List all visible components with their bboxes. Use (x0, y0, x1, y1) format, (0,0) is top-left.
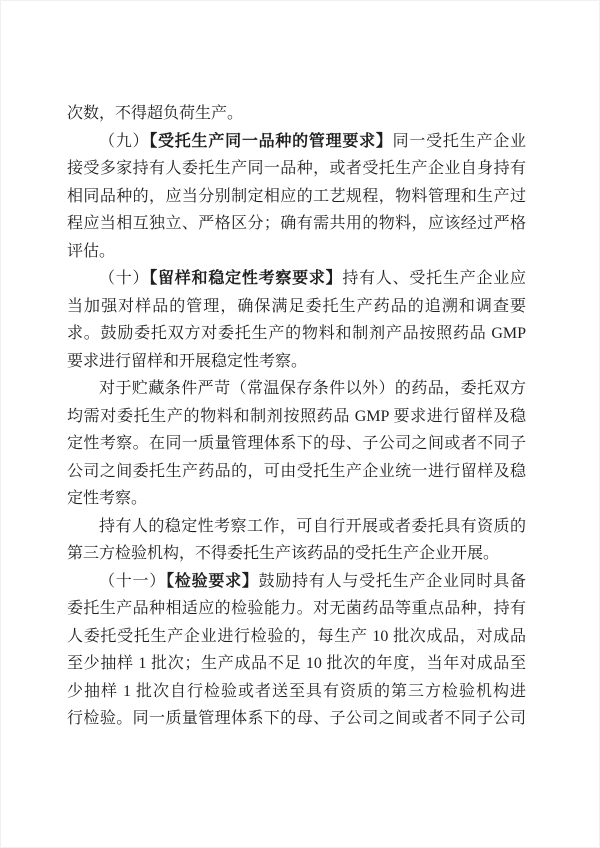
text-line (67, 348, 526, 376)
text-run: 委托生产品种相适应的检验能力。对无菌药品等重点品种，持有 (67, 600, 526, 617)
text-line (67, 403, 526, 431)
text-run: 均需对委托生产的物料和制剂按照药品 GMP 要求进行留样及稳 (67, 407, 526, 425)
text-line (67, 678, 526, 706)
text-line (67, 705, 526, 733)
clause-title: 【留样和稳定性考察要求】 (149, 270, 343, 287)
text-run: 同一受托生产企业 (392, 132, 526, 150)
text-line (67, 540, 526, 568)
text-run: 人委托受托生产企业进行检验的，每生产 10 批次成品，对成品 (67, 627, 526, 645)
text-line (67, 430, 526, 458)
text-run: 定性考察。在同一质量管理体系下的母、子公司之间或者不同子 (67, 435, 526, 452)
text-line (67, 238, 526, 266)
text-line (67, 183, 526, 211)
text-run: 评估。 (67, 242, 116, 260)
text-line (67, 293, 526, 321)
text-run: 程应当相互独立、严格区分；确有需共用的物料，应该经过严格 (67, 215, 526, 232)
text-run: 对于贮藏条件严苛（常温保存条件以外）的药品，委托双方 (99, 380, 526, 397)
text-run: 接受多家持有人委托生产同一品种，或者受托生产企业自身持有 (67, 160, 526, 177)
text-run: （十一） (99, 572, 167, 590)
text-run: 第三方检验机构，不得委托生产该药品的受托生产企业开展。 (67, 545, 500, 562)
text-line (67, 265, 526, 293)
clause-title: 【检验要求】 (166, 572, 259, 590)
text-run: 次数，不得超负荷生产。 (67, 105, 244, 122)
text-run: 持有人、受托生产企业应 (342, 270, 526, 287)
text-line (67, 100, 526, 128)
text-run: 行检验。同一质量管理体系下的母、子公司之间或者不同子公司 (67, 710, 526, 727)
text-line (67, 375, 526, 403)
text-run: 相同品种的，应当分别制定相应的工艺规程，物料管理和生产过 (67, 187, 526, 205)
text-line (67, 128, 526, 156)
text-line (67, 513, 526, 541)
text-line (67, 568, 526, 596)
text-line (67, 485, 526, 513)
text-run: 持有人的稳定性考察工作，可自行开展或者委托具有资质的 (99, 517, 526, 535)
text-line (67, 155, 526, 183)
text-run: 当加强对样品的管理，确保满足委托生产药品的追溯和调查要 (67, 297, 526, 315)
text-run: 定性考察。 (67, 490, 148, 507)
text-line (67, 650, 526, 678)
text-run: 求。鼓励委托双方对委托生产的物料和制剂产品按照药品 GMP (67, 325, 526, 342)
text-run: 要求进行留样和开展稳定性考察。 (67, 352, 308, 370)
text-run: 公司之间委托生产药品的，可由受托生产企业统一进行留样及稳 (67, 462, 526, 480)
text-run: 少抽样 1 批次自行检验或者送至具有资质的第三方检验机构进 (67, 682, 526, 700)
text-line (67, 458, 526, 486)
text-run: （九） (99, 132, 150, 150)
text-line (67, 210, 526, 238)
text-line (67, 623, 526, 651)
text-run: 至少抽样 1 批次；生产成品不足 10 批次的年度，当年对成品至 (67, 655, 526, 672)
text-run: （十） (99, 270, 150, 287)
clause-title: 【受托生产同一品种的管理要求】 (149, 132, 393, 150)
text-line (67, 320, 526, 348)
document-body (67, 100, 526, 733)
text-run: 鼓励持有人与受托生产企业同时具备 (258, 572, 526, 590)
text-line (67, 595, 526, 623)
